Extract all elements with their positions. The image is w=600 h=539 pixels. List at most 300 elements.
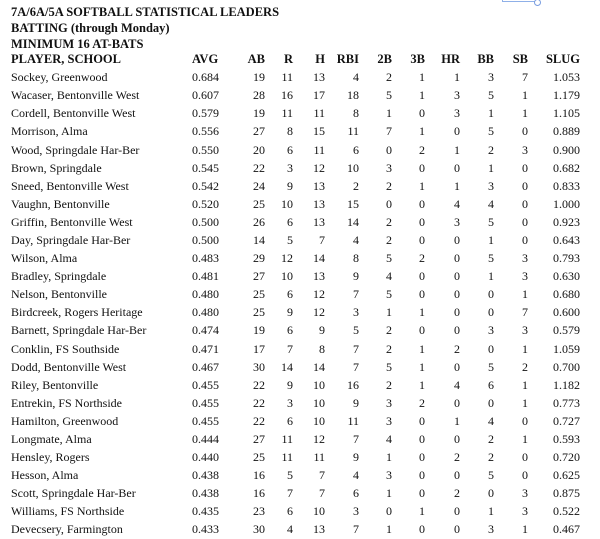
cell-slug: 0.579 <box>553 323 580 338</box>
cell-doubles: 3 <box>386 468 392 483</box>
cell-h: 12 <box>313 432 325 447</box>
cell-hr: 0 <box>454 232 460 247</box>
cell-hr: 0 <box>454 323 460 338</box>
cell-avg: 0.579 <box>192 106 219 121</box>
table-row <box>11 177 580 195</box>
cell-ab: 14 <box>253 232 265 247</box>
cell-r: 9 <box>287 377 293 392</box>
cell-r: 7 <box>287 486 293 501</box>
cell-bb: 5 <box>488 124 494 139</box>
cell-sb: 1 <box>522 88 528 103</box>
cell-avg: 0.440 <box>192 450 219 465</box>
cell-r: 5 <box>287 232 293 247</box>
cell-hr: 0 <box>454 160 460 175</box>
cell-triples: 0 <box>419 106 425 121</box>
cell-triples: 0 <box>419 413 425 428</box>
cell-rbi: 3 <box>353 504 359 519</box>
resize-handle-icon[interactable] <box>534 0 541 6</box>
cell-ab: 19 <box>253 106 265 121</box>
table-row <box>11 68 580 86</box>
cell-bb: 2 <box>488 142 494 157</box>
cell-triples: 1 <box>419 504 425 519</box>
cell-bb: 1 <box>488 106 494 121</box>
cell-doubles: 1 <box>386 450 392 465</box>
cell-ab: 23 <box>253 504 265 519</box>
column-header-ab: AB <box>247 52 265 67</box>
cell-avg: 0.483 <box>192 251 219 266</box>
cell-player-school: Sockey, Greenwood <box>11 70 108 85</box>
table-row <box>11 285 580 303</box>
cell-avg: 0.520 <box>192 196 219 211</box>
cell-sb: 3 <box>522 323 528 338</box>
cell-bb: 3 <box>488 522 494 537</box>
cell-hr: 0 <box>454 504 460 519</box>
cell-slug: 0.630 <box>553 269 580 284</box>
cell-rbi: 14 <box>347 214 359 229</box>
cell-ab: 19 <box>253 323 265 338</box>
cell-doubles: 2 <box>386 323 392 338</box>
cell-hr: 0 <box>454 305 460 320</box>
cell-slug: 0.720 <box>553 450 580 465</box>
cell-doubles: 0 <box>386 142 392 157</box>
cell-player-school: Hensley, Rogers <box>11 450 90 465</box>
cell-sb: 0 <box>522 178 528 193</box>
cell-rbi: 7 <box>353 432 359 447</box>
cell-rbi: 2 <box>353 178 359 193</box>
cell-h: 7 <box>319 468 325 483</box>
table-row <box>11 466 580 484</box>
cell-player-school: Vaughn, Bentonville <box>11 196 110 211</box>
cell-player-school: Bradley, Springdale <box>11 269 107 284</box>
cell-sb: 7 <box>522 70 528 85</box>
cell-bb: 2 <box>488 450 494 465</box>
cell-avg: 0.455 <box>192 395 219 410</box>
document-subtitle: BATTING (through Monday) <box>11 21 170 35</box>
table-body <box>11 68 580 538</box>
cell-slug: 0.700 <box>553 359 580 374</box>
cell-triples: 0 <box>419 323 425 338</box>
cell-sb: 0 <box>522 214 528 229</box>
cell-triples: 0 <box>419 160 425 175</box>
cell-bb: 1 <box>488 160 494 175</box>
cell-h: 12 <box>313 305 325 320</box>
table-row <box>11 104 580 122</box>
cell-player-school: Griffin, Bentonville West <box>11 214 133 229</box>
cell-avg: 0.545 <box>192 160 219 175</box>
cell-avg: 0.471 <box>192 341 219 356</box>
cell-r: 11 <box>281 106 293 121</box>
cell-hr: 0 <box>454 395 460 410</box>
cell-ab: 30 <box>253 522 265 537</box>
cell-hr: 0 <box>454 432 460 447</box>
cell-triples: 0 <box>419 214 425 229</box>
cell-avg: 0.438 <box>192 468 219 483</box>
cell-avg: 0.435 <box>192 504 219 519</box>
column-header-h: H <box>315 52 325 67</box>
cell-bb: 3 <box>488 178 494 193</box>
cell-doubles: 2 <box>386 377 392 392</box>
cell-r: 11 <box>281 70 293 85</box>
cell-triples: 1 <box>419 341 425 356</box>
cell-triples: 1 <box>419 124 425 139</box>
cell-h: 11 <box>313 450 325 465</box>
cell-avg: 0.500 <box>192 214 219 229</box>
cell-r: 9 <box>287 178 293 193</box>
cell-avg: 0.438 <box>192 486 219 501</box>
column-header-player-school: PLAYER, SCHOOL <box>11 52 121 67</box>
cell-avg: 0.607 <box>192 88 219 103</box>
cell-player-school: Devecsery, Farmington <box>11 522 123 537</box>
cell-rbi: 7 <box>353 287 359 302</box>
cell-triples: 0 <box>419 468 425 483</box>
cell-sb: 1 <box>522 106 528 121</box>
table-row <box>11 267 580 285</box>
cell-ab: 22 <box>253 395 265 410</box>
cell-triples: 0 <box>419 196 425 211</box>
cell-bb: 5 <box>488 214 494 229</box>
cell-player-school: Hesson, Alma <box>11 468 79 483</box>
cell-slug: 0.593 <box>553 432 580 447</box>
cell-h: 10 <box>313 377 325 392</box>
cell-doubles: 1 <box>386 486 392 501</box>
cell-player-school: Hamilton, Greenwood <box>11 413 119 428</box>
cell-sb: 3 <box>522 142 528 157</box>
cell-avg: 0.480 <box>192 305 219 320</box>
cell-hr: 3 <box>454 214 460 229</box>
cell-hr: 0 <box>454 124 460 139</box>
cell-hr: 4 <box>454 196 460 211</box>
cell-avg: 0.481 <box>192 269 219 284</box>
cell-r: 6 <box>287 214 293 229</box>
cell-hr: 1 <box>454 178 460 193</box>
cell-avg: 0.455 <box>192 377 219 392</box>
cell-bb: 0 <box>488 305 494 320</box>
cell-doubles: 2 <box>386 232 392 247</box>
cell-ab: 16 <box>253 486 265 501</box>
cell-h: 13 <box>313 70 325 85</box>
cell-avg: 0.444 <box>192 432 219 447</box>
cell-ab: 25 <box>253 196 265 211</box>
column-header-bb: BB <box>477 52 494 67</box>
cell-sb: 1 <box>522 341 528 356</box>
cell-hr: 2 <box>454 341 460 356</box>
cell-sb: 0 <box>522 124 528 139</box>
cell-bb: 3 <box>488 323 494 338</box>
table-row <box>11 159 580 177</box>
cell-slug: 1.179 <box>553 88 580 103</box>
cell-h: 12 <box>313 287 325 302</box>
cell-doubles: 2 <box>386 341 392 356</box>
cell-avg: 0.467 <box>192 359 219 374</box>
table-row <box>11 412 580 430</box>
cell-slug: 0.833 <box>553 178 580 193</box>
cell-avg: 0.474 <box>192 323 219 338</box>
cell-doubles: 4 <box>386 432 392 447</box>
cell-triples: 0 <box>419 232 425 247</box>
cell-rbi: 4 <box>353 232 359 247</box>
cell-r: 16 <box>281 88 293 103</box>
column-header-r: R <box>283 52 293 67</box>
cell-triples: 1 <box>419 88 425 103</box>
column-header-triples: 3B <box>410 52 425 67</box>
cell-r: 10 <box>281 269 293 284</box>
table-row <box>11 358 580 376</box>
cell-sb: 3 <box>522 504 528 519</box>
cell-sb: 1 <box>522 395 528 410</box>
cell-triples: 0 <box>419 522 425 537</box>
cell-h: 9 <box>319 323 325 338</box>
cell-ab: 20 <box>253 142 265 157</box>
cell-triples: 0 <box>419 287 425 302</box>
column-header-hr: HR <box>441 52 460 67</box>
cell-player-school: Wilson, Alma <box>11 251 78 266</box>
column-header-avg: AVG <box>192 52 219 67</box>
cell-slug: 1.105 <box>553 106 580 121</box>
cell-bb: 5 <box>488 251 494 266</box>
cell-slug: 0.889 <box>553 124 580 139</box>
cell-r: 9 <box>287 305 293 320</box>
cell-ab: 22 <box>253 413 265 428</box>
cell-hr: 1 <box>454 413 460 428</box>
cell-sb: 1 <box>522 522 528 537</box>
cell-sb: 7 <box>522 305 528 320</box>
cell-ab: 25 <box>253 287 265 302</box>
cell-rbi: 7 <box>353 359 359 374</box>
table-row <box>11 249 580 267</box>
document-qualifier: MINIMUM 16 AT-BATS <box>11 37 144 51</box>
cell-h: 12 <box>313 160 325 175</box>
cell-rbi: 7 <box>353 522 359 537</box>
cell-rbi: 16 <box>347 377 359 392</box>
cell-triples: 1 <box>419 178 425 193</box>
cell-sb: 3 <box>522 486 528 501</box>
cell-bb: 3 <box>488 70 494 85</box>
cell-rbi: 15 <box>347 196 359 211</box>
table-row <box>11 86 580 104</box>
cell-doubles: 3 <box>386 395 392 410</box>
cell-bb: 5 <box>488 468 494 483</box>
table-row <box>11 484 580 502</box>
cell-doubles: 0 <box>386 504 392 519</box>
cell-doubles: 5 <box>386 287 392 302</box>
table-row <box>11 520 580 538</box>
cell-h: 10 <box>313 395 325 410</box>
cell-h: 8 <box>319 341 325 356</box>
selection-handle-line[interactable] <box>502 0 538 2</box>
cell-doubles: 5 <box>386 251 392 266</box>
cell-rbi: 7 <box>353 341 359 356</box>
cell-sb: 2 <box>522 359 528 374</box>
cell-hr: 3 <box>454 106 460 121</box>
cell-avg: 0.684 <box>192 70 219 85</box>
cell-sb: 1 <box>522 377 528 392</box>
cell-bb: 2 <box>488 432 494 447</box>
cell-bb: 0 <box>488 486 494 501</box>
cell-h: 14 <box>313 251 325 266</box>
cell-avg: 0.542 <box>192 178 219 193</box>
cell-triples: 1 <box>419 377 425 392</box>
column-header-doubles: 2B <box>377 52 392 67</box>
cell-avg: 0.556 <box>192 124 219 139</box>
cell-slug: 0.522 <box>553 504 580 519</box>
cell-triples: 1 <box>419 359 425 374</box>
cell-player-school: Sneed, Bentonville West <box>11 178 129 193</box>
cell-triples: 0 <box>419 432 425 447</box>
cell-slug: 0.923 <box>553 214 580 229</box>
cell-bb: 4 <box>488 196 494 211</box>
cell-hr: 0 <box>454 359 460 374</box>
cell-r: 12 <box>281 251 293 266</box>
cell-triples: 0 <box>419 486 425 501</box>
cell-hr: 1 <box>454 70 460 85</box>
cell-bb: 1 <box>488 269 494 284</box>
cell-sb: 0 <box>522 468 528 483</box>
cell-bb: 1 <box>488 504 494 519</box>
cell-hr: 2 <box>454 486 460 501</box>
cell-doubles: 5 <box>386 359 392 374</box>
cell-sb: 0 <box>522 450 528 465</box>
cell-rbi: 18 <box>347 88 359 103</box>
cell-sb: 0 <box>522 160 528 175</box>
cell-rbi: 5 <box>353 323 359 338</box>
cell-avg: 0.433 <box>192 522 219 537</box>
cell-ab: 25 <box>253 450 265 465</box>
cell-triples: 2 <box>419 395 425 410</box>
cell-ab: 25 <box>253 305 265 320</box>
cell-ab: 22 <box>253 377 265 392</box>
cell-rbi: 11 <box>347 124 359 139</box>
cell-rbi: 6 <box>353 486 359 501</box>
cell-player-school: Nelson, Bentonville <box>11 287 107 302</box>
cell-slug: 0.600 <box>553 305 580 320</box>
table-row <box>11 448 580 466</box>
cell-doubles: 5 <box>386 88 392 103</box>
cell-r: 4 <box>287 522 293 537</box>
cell-rbi: 9 <box>353 269 359 284</box>
cell-h: 10 <box>313 504 325 519</box>
cell-rbi: 10 <box>347 160 359 175</box>
cell-hr: 4 <box>454 377 460 392</box>
cell-player-school: Wood, Springdale Har-Ber <box>11 142 140 157</box>
cell-bb: 1 <box>488 232 494 247</box>
cell-hr: 0 <box>454 269 460 284</box>
cell-r: 5 <box>287 468 293 483</box>
document-title: 7A/6A/5A SOFTBALL STATISTICAL LEADERS <box>11 5 280 19</box>
cell-bb: 5 <box>488 88 494 103</box>
cell-rbi: 6 <box>353 142 359 157</box>
cell-rbi: 8 <box>353 106 359 121</box>
cell-player-school: Barnett, Springdale Har-Ber <box>11 323 147 338</box>
cell-bb: 5 <box>488 359 494 374</box>
cell-player-school: Longmate, Alma <box>11 432 92 447</box>
cell-slug: 0.727 <box>553 413 580 428</box>
cell-ab: 24 <box>253 178 265 193</box>
cell-ab: 26 <box>253 214 265 229</box>
cell-hr: 0 <box>454 287 460 302</box>
cell-r: 3 <box>287 395 293 410</box>
cell-r: 6 <box>287 504 293 519</box>
cell-sb: 0 <box>522 232 528 247</box>
cell-hr: 0 <box>454 468 460 483</box>
cell-h: 11 <box>313 106 325 121</box>
table-row <box>11 140 580 158</box>
cell-bb: 0 <box>488 395 494 410</box>
table-header-row <box>11 50 580 68</box>
cell-ab: 27 <box>253 432 265 447</box>
cell-r: 11 <box>281 432 293 447</box>
cell-hr: 0 <box>454 522 460 537</box>
table-row <box>11 231 580 249</box>
cell-r: 14 <box>281 359 293 374</box>
cell-r: 3 <box>287 160 293 175</box>
table-row <box>11 502 580 520</box>
cell-bb: 0 <box>488 341 494 356</box>
cell-doubles: 2 <box>386 70 392 85</box>
cell-sb: 0 <box>522 413 528 428</box>
cell-rbi: 3 <box>353 305 359 320</box>
cell-hr: 2 <box>454 450 460 465</box>
cell-r: 6 <box>287 142 293 157</box>
cell-rbi: 8 <box>353 251 359 266</box>
cell-doubles: 0 <box>386 196 392 211</box>
cell-avg: 0.550 <box>192 142 219 157</box>
cell-h: 13 <box>313 269 325 284</box>
cell-sb: 1 <box>522 287 528 302</box>
cell-triples: 2 <box>419 142 425 157</box>
table-row <box>11 195 580 213</box>
cell-r: 6 <box>287 323 293 338</box>
column-header-rbi: RBI <box>336 52 359 67</box>
cell-slug: 0.467 <box>553 522 580 537</box>
cell-doubles: 3 <box>386 413 392 428</box>
cell-slug: 0.680 <box>553 287 580 302</box>
cell-slug: 0.643 <box>553 232 580 247</box>
cell-sb: 1 <box>522 432 528 447</box>
cell-h: 7 <box>319 486 325 501</box>
cell-bb: 0 <box>488 287 494 302</box>
cell-r: 8 <box>287 124 293 139</box>
cell-player-school: Morrison, Alma <box>11 124 88 139</box>
cell-rbi: 11 <box>347 413 359 428</box>
cell-h: 13 <box>313 178 325 193</box>
cell-slug: 0.773 <box>553 395 580 410</box>
cell-player-school: Brown, Springdale <box>11 160 102 175</box>
table-row <box>11 303 580 321</box>
cell-slug: 0.625 <box>553 468 580 483</box>
cell-h: 13 <box>313 214 325 229</box>
cell-sb: 0 <box>522 196 528 211</box>
cell-doubles: 1 <box>386 106 392 121</box>
cell-r: 6 <box>287 413 293 428</box>
batting-leaders-table <box>11 50 580 539</box>
cell-player-school: Conklin, FS Southside <box>11 341 120 356</box>
cell-slug: 0.900 <box>553 142 580 157</box>
cell-triples: 0 <box>419 269 425 284</box>
cell-triples: 2 <box>419 251 425 266</box>
cell-doubles: 4 <box>386 269 392 284</box>
cell-ab: 30 <box>253 359 265 374</box>
cell-h: 14 <box>313 359 325 374</box>
cell-avg: 0.500 <box>192 232 219 247</box>
cell-doubles: 2 <box>386 214 392 229</box>
table-row <box>11 376 580 394</box>
cell-rbi: 9 <box>353 450 359 465</box>
cell-h: 13 <box>313 196 325 211</box>
cell-ab: 27 <box>253 269 265 284</box>
cell-ab: 27 <box>253 124 265 139</box>
cell-player-school: Williams, FS Northside <box>11 504 125 519</box>
cell-hr: 0 <box>454 251 460 266</box>
